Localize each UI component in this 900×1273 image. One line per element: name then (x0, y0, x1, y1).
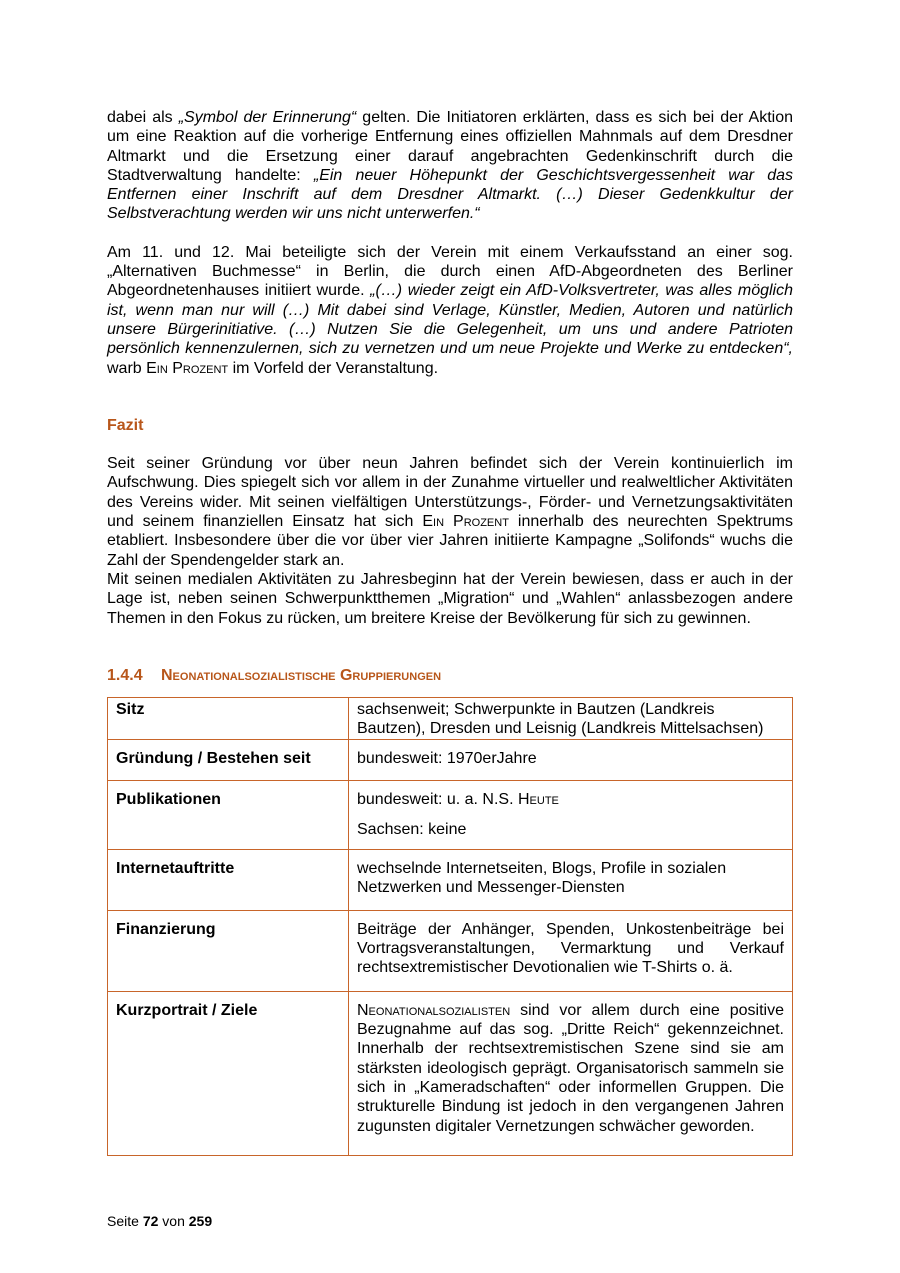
org-name: Ein Prozent (146, 359, 229, 377)
fazit-heading: Fazit (107, 416, 144, 434)
footer-text: von (158, 1213, 189, 1229)
row-label: Sitz (108, 698, 349, 740)
quote: „Symbol der Erinnerung“ (178, 109, 357, 126)
text: Seit seiner Gründung vor über neun Jahren befindet sich der Verein kontinuierlich im Aufschwung. Dies spiegelt sich vor allem in der Zunahme virtueller und realweltlicher Aktivitäten des Vereins wider. Mit seinen vielfältigen Unterstützungs-, Förder- und Vernetzungsaktivitäten und seinem finanziellen Einsatz hat sich (107, 455, 793, 531)
quote: „(…) wieder zeigt ein AfD-Volksvertreter, was alles möglich ist, wenn man nur will (…) Mit dabei sind Verlage, Künstler, Medien, Autoren und natürlich unsere Bürgerinitiative. (…) Nutzen Sie die Gelegenheit, um uns und andere Patrioten persönlich kennenzulernen, sich zu vernetzen und um neue Projekte und Werke zu entdecken“, (107, 282, 793, 358)
label-text: Kurzportrait / Ziele (116, 1001, 258, 1019)
table-row (108, 991, 793, 1155)
row-value (349, 739, 793, 780)
table-row (108, 698, 793, 740)
row-value (349, 991, 793, 1155)
row-label (108, 910, 349, 991)
label-text: Internetauftritte (116, 859, 235, 877)
page-footer (107, 1213, 212, 1229)
value-text: sind vor allem durch eine positive Bezugnahme auf das sog. „Dritte Reich“ gekennzeichnet. Innerhalb der rechtsextremistischen Szene sind sie am stärksten ideologisch geprägt. Organisatorisch sammeln sie sich in „Kameradschaften“ oder informellen Gruppen. Die strukturelle Bindung ist jedoch in den vergangenen Jahren zugunsten digitaler Vernetzungen schwächer geworden. (357, 1001, 784, 1135)
row-value: sachsenweit; Schwerpunkte in Bautzen (Landkreis Bautzen), Dresden und Leisnig (Landkreis Mittelsachsen) (349, 698, 793, 740)
section-title: Neonationalsozialistische Gruppierungen (161, 666, 442, 684)
value-line (357, 790, 784, 809)
org-name: Ein Prozent (422, 513, 509, 531)
paragraph-medien: Mit seinen medialen Aktivitäten zu Jahresbeginn hat der Verein bewiesen, dass er auch in der Lage ist, neben seinen Schwerpunktthemen „Migration“ und „Wahlen“ anlassbezogen andere Themen in den Fokus zu rücken, um breitere Kreise der Bevölkerung für sich zu gewinnen. (107, 570, 793, 627)
term: Neonationalsozialisten (357, 1001, 511, 1019)
label-text: Gründung / Bestehen seit (116, 749, 311, 767)
table-row (108, 739, 793, 780)
text: Am 11. und 12. Mai beteiligte sich der Verein mit einem Verkaufsstand an einer sog. „Alternativen Buchmesse“ in Berlin, die durch einen AfD-Abgeordneten des Berliner Abgeordnetenhauses initiiert wurde. (107, 243, 793, 300)
text: gelten. Die Initiatoren erklärten, dass es sich bei der Aktion um eine Reaktion auf die vorherige Entfernung eines offiziellen Mahnmals auf dem Dresdner Altmarkt und die Ersetzung einer darauf angebrachten Gedenkinschrift durch die Stadtverwaltung handelte: (107, 109, 793, 184)
paragraph-buchmesse (107, 243, 793, 378)
label-text: Finanzierung (116, 920, 216, 938)
page-number: 72 (142, 1213, 159, 1229)
text: warb (107, 359, 147, 377)
total-pages: 259 (188, 1213, 213, 1229)
page-content (107, 108, 793, 1156)
section-number: 1.4.4 (107, 666, 143, 684)
text: innerhalb des neurechten Spektrums etabliert. Insbesondere über die vor über vier Jahren initiierte Kampagne „Solifonds“ wuchs die Zahl der Spendengelder stark an. (107, 513, 793, 569)
section-heading (107, 666, 793, 685)
footer-text: Seite (107, 1213, 143, 1229)
row-label (108, 739, 349, 780)
profile-table (107, 697, 793, 1156)
row-value (349, 849, 793, 910)
quote: „Ein neuer Höhepunkt der Geschichtsvergessenheit war das Entfernen einer Inschrift auf dem Dresdner Altmarkt. (…) Dieser Gedenkkultur der Selbstverachtung werden wir uns nicht unterwerfen.“ (107, 166, 793, 223)
publication-name: Heute (517, 790, 559, 808)
value-line: Sachsen: keine (357, 821, 467, 839)
value-text: bundesweit: u. a. N.S. (357, 790, 518, 808)
text: dabei als (107, 109, 179, 126)
text: im Vorfeld der Veranstaltung. (228, 359, 439, 377)
table-row (108, 849, 793, 910)
table-row (108, 910, 793, 991)
row-value (349, 780, 793, 849)
paragraph-fazit (107, 454, 793, 570)
value-text: Beiträge der Anhänger, Spenden, Unkostenbeiträge bei Vortragsveranstaltungen, Vermarktung und Verkauf rechtsextremistischer Devotionalien wie T-Shirts o. ä. (357, 920, 784, 977)
paragraph-erinnerung (107, 108, 793, 224)
row-value (349, 910, 793, 991)
label-text: Publikationen (116, 790, 221, 808)
row-label (108, 991, 349, 1155)
row-label (108, 849, 349, 910)
value-text: wechselnde Internetseiten, Blogs, Profile in sozialen Netzwerken und Messenger-Diensten (357, 859, 727, 897)
row-label (108, 780, 349, 849)
table-row (108, 780, 793, 849)
value-text: bundesweit: 1970erJahre (357, 749, 537, 767)
